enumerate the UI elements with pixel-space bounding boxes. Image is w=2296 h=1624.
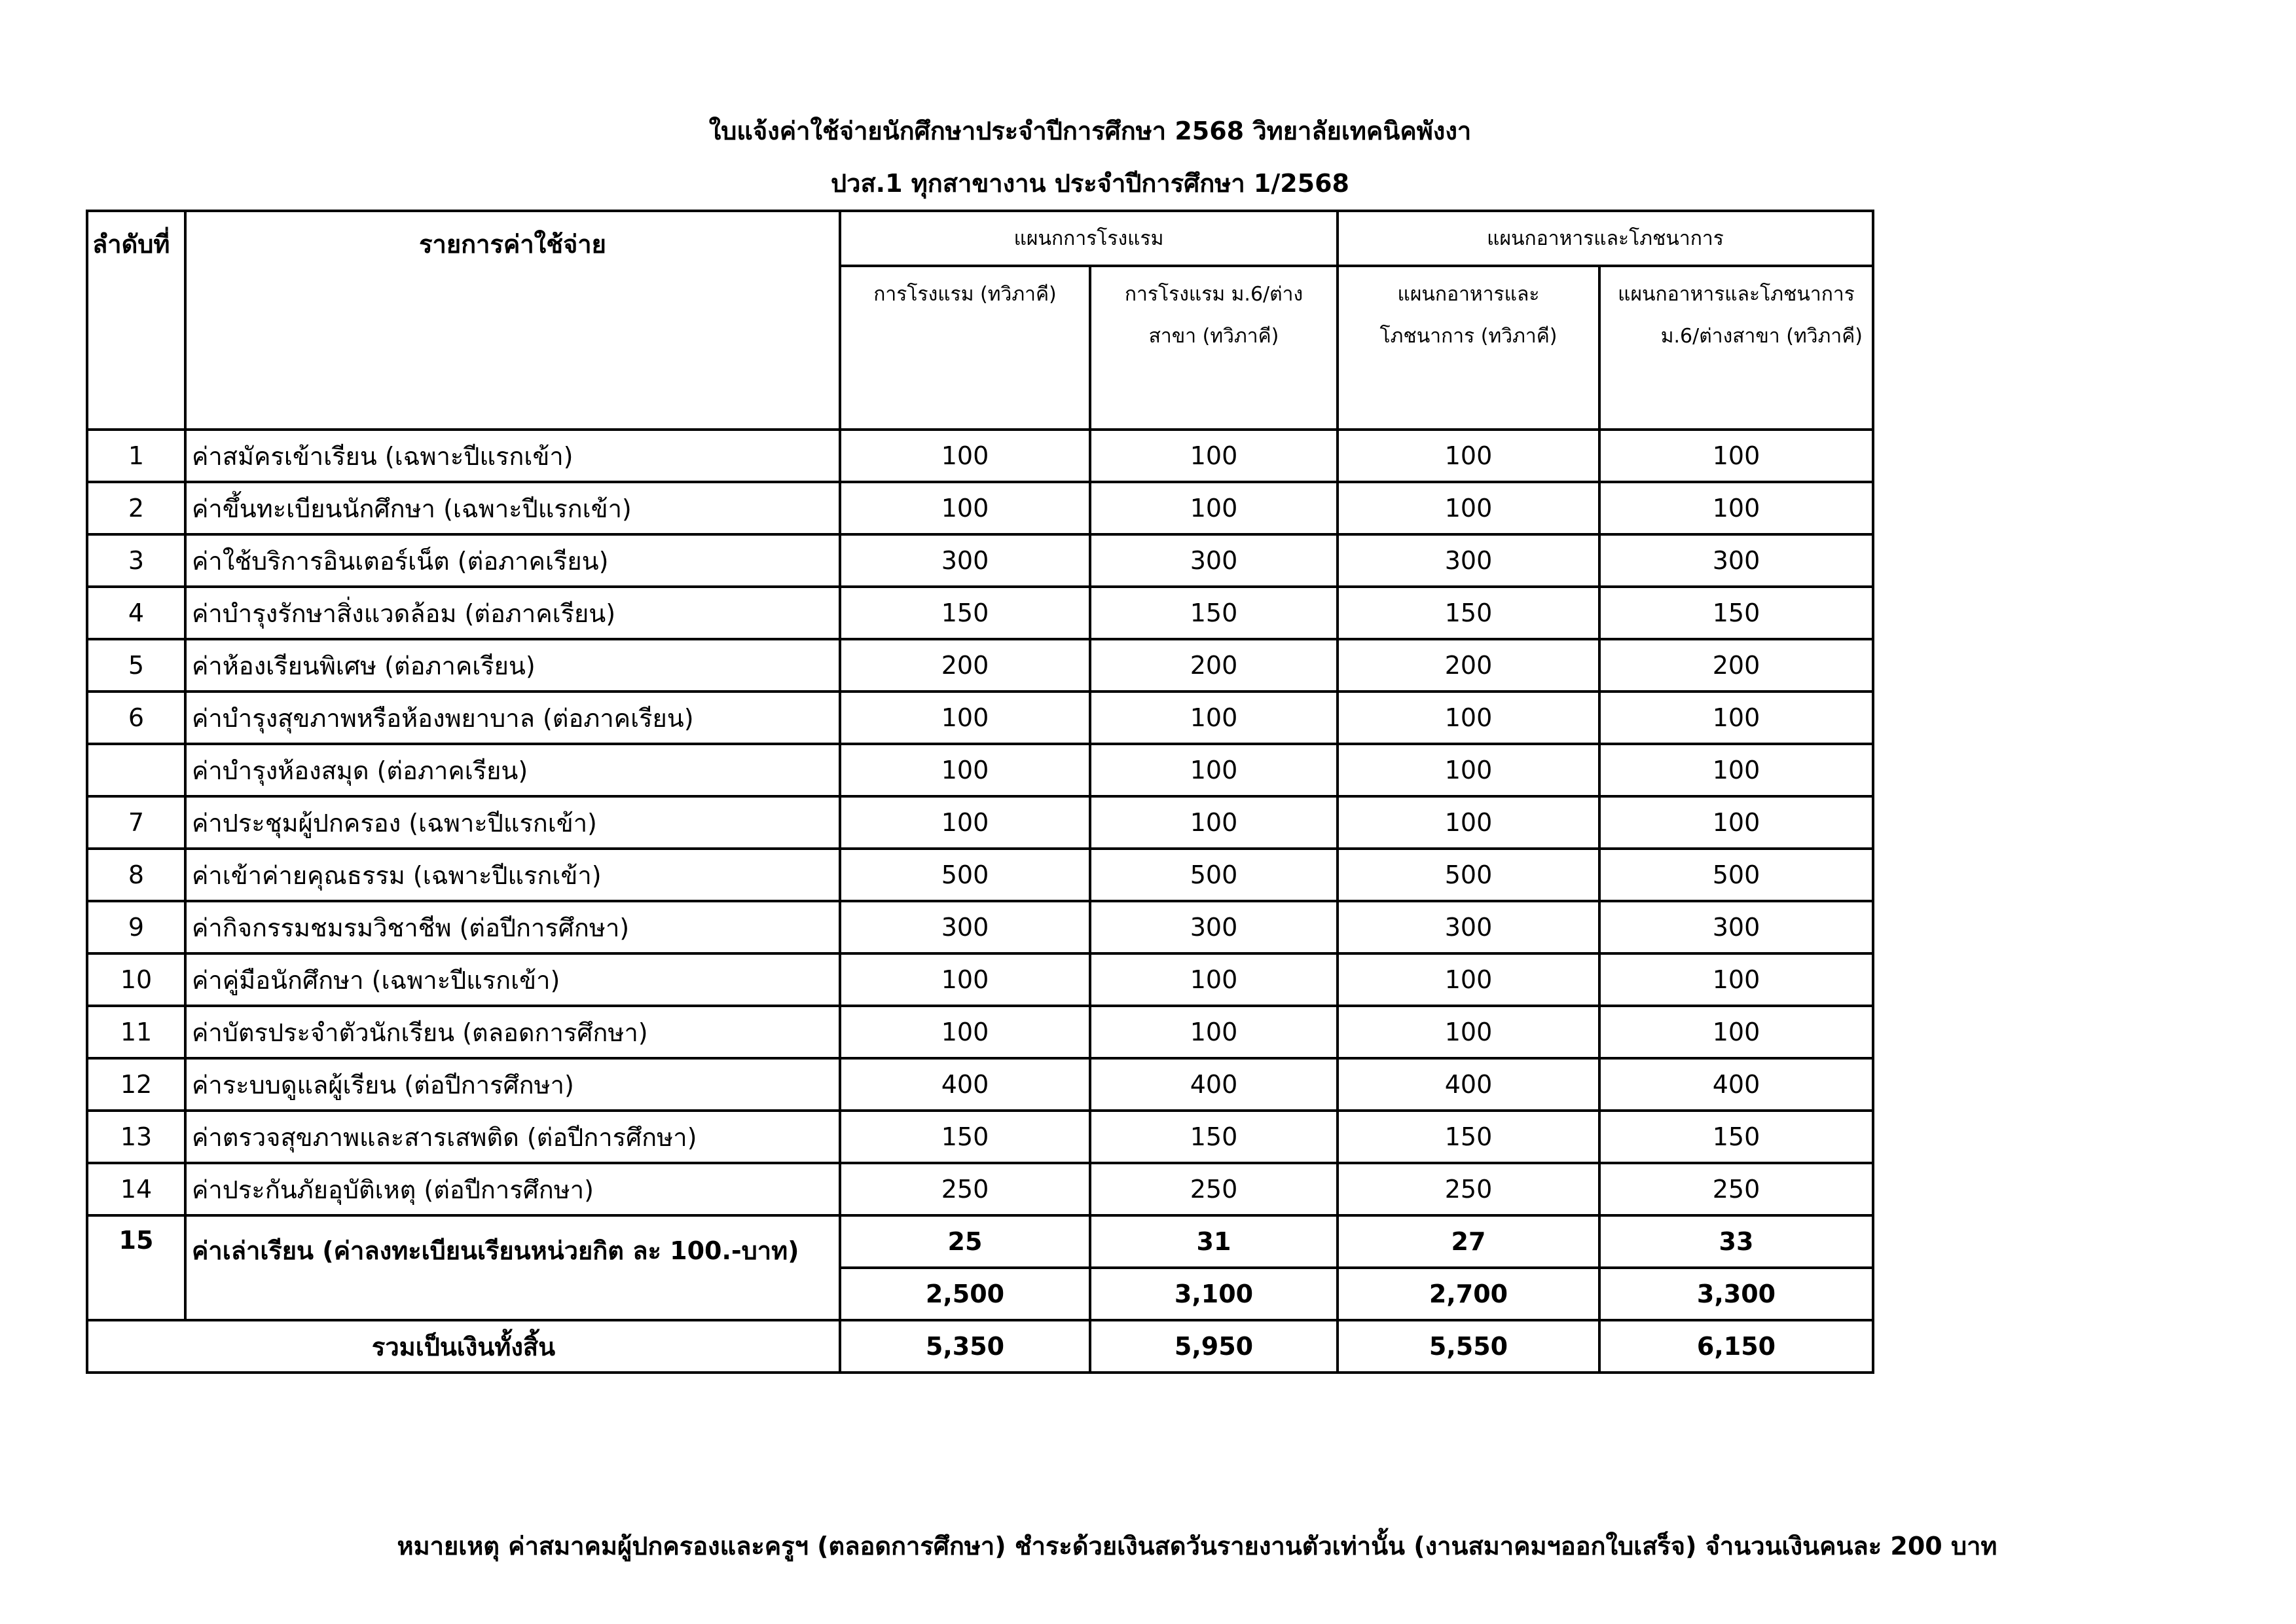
footnote: หมายเหตุ ค่าสมาคมผู้ปกครองและครูฯ (ตลอดการศึกษา) ชำระด้วยเงินสดวันรายงานตัวเท่านั้น (งานสมาคมฯออกใบเสร็จ) จำนวนเงินคนละ 200 บาท [397, 1532, 1997, 1560]
fee-cell: 150 [840, 587, 1090, 639]
row-index: 14 [87, 1163, 185, 1215]
tuition-credits-cell: 27 [1338, 1215, 1599, 1268]
total-cell: 5,550 [1338, 1320, 1599, 1373]
row-index: 9 [87, 901, 185, 953]
table-row [87, 692, 1873, 744]
row-index [87, 744, 185, 796]
fee-cell: 150 [1599, 587, 1873, 639]
header-sub-food-m6 [1599, 266, 1873, 430]
tuition-amount-cell: 3,100 [1090, 1268, 1338, 1320]
fee-cell: 100 [1599, 796, 1873, 849]
row-item: ค่าขึ้นทะเบียนนักศึกษา (เฉพาะปีแรกเข้า) [185, 482, 840, 534]
fee-cell: 250 [840, 1163, 1090, 1215]
row-item: ค่าเล่าเรียน (ค่าลงทะเบียนเรียนหน่วยกิต ละ 100.-บาท) [185, 1215, 840, 1320]
fee-cell: 100 [1090, 430, 1338, 482]
fee-cell: 250 [1599, 1163, 1873, 1215]
fee-cell: 100 [1090, 692, 1338, 744]
tuition-amount-cell: 3,300 [1599, 1268, 1873, 1320]
fee-cell: 400 [1599, 1058, 1873, 1111]
tuition-credits-cell: 33 [1599, 1215, 1873, 1268]
fee-cell: 150 [1338, 587, 1599, 639]
table-row [87, 796, 1873, 849]
fee-cell: 250 [1338, 1163, 1599, 1215]
row-index: 11 [87, 1006, 185, 1058]
header-group-hotel: แผนกการโรงแรม [840, 211, 1338, 266]
total-cell: 6,150 [1599, 1320, 1873, 1373]
fee-cell: 300 [1599, 901, 1873, 953]
fee-cell: 300 [1090, 534, 1338, 587]
table-row [87, 953, 1873, 1006]
row-item: ค่าประกันภัยอุบัติเหตุ (ต่อปีการศึกษา) [185, 1163, 840, 1215]
fee-cell: 300 [1338, 901, 1599, 953]
fee-cell: 300 [840, 901, 1090, 953]
fee-cell: 150 [1090, 1111, 1338, 1163]
fee-cell: 100 [840, 1006, 1090, 1058]
row-item: ค่าระบบดูแลผู้เรียน (ต่อปีการศึกษา) [185, 1058, 840, 1111]
total-cell: 5,350 [840, 1320, 1090, 1373]
header-sub-line: โภชนาการ (ทวิภาคี) [1379, 325, 1558, 348]
row-index: 8 [87, 849, 185, 901]
row-item: ค่าบำรุงรักษาสิ่งแวดล้อม (ต่อภาคเรียน) [185, 587, 840, 639]
header-group-food: แผนกอาหารและโภชนาการ [1338, 211, 1873, 266]
table-row [87, 587, 1873, 639]
row-item: ค่ากิจกรรมชมรมวิชาชีพ (ต่อปีการศึกษา) [185, 901, 840, 953]
fee-cell: 150 [1599, 1111, 1873, 1163]
table-row-tuition [87, 1215, 1873, 1268]
fee-cell: 100 [1090, 744, 1338, 796]
fee-cell: 100 [1090, 1006, 1338, 1058]
fee-cell: 400 [1090, 1058, 1338, 1111]
row-index: 13 [87, 1111, 185, 1163]
total-label: รวมเป็นเงินทั้งสิ้น [87, 1320, 840, 1373]
header-sub-line: แผนกอาหารและ [1397, 283, 1540, 306]
fee-cell: 100 [1338, 796, 1599, 849]
header-item: รายการค่าใช้จ่าย [185, 211, 840, 430]
header-index: ลำดับที่ [87, 211, 185, 430]
header-sub-line: ม.6/ต่างสาขา (ทวิภาคี) [1660, 325, 1863, 348]
fee-cell: 100 [1338, 1006, 1599, 1058]
row-index: 4 [87, 587, 185, 639]
row-item: ค่าบำรุงห้องสมุด (ต่อภาคเรียน) [185, 744, 840, 796]
fee-cell: 100 [840, 796, 1090, 849]
header-sub-line: การโรงแรม ม.6/ต่าง [1124, 283, 1303, 306]
tuition-credits-cell: 31 [1090, 1215, 1338, 1268]
fee-cell: 100 [840, 430, 1090, 482]
table-row [87, 744, 1873, 796]
row-item: ค่าประชุมผู้ปกครอง (เฉพาะปีแรกเข้า) [185, 796, 840, 849]
row-index: 5 [87, 639, 185, 692]
row-index: 15 [87, 1215, 185, 1320]
table-row [87, 534, 1873, 587]
fee-cell: 100 [1599, 744, 1873, 796]
fee-cell: 100 [1599, 692, 1873, 744]
row-item: ค่าตรวจสุขภาพและสารเสพติด (ต่อปีการศึกษา) [185, 1111, 840, 1163]
row-index: 10 [87, 953, 185, 1006]
row-item: ค่าห้องเรียนพิเศษ (ต่อภาคเรียน) [185, 639, 840, 692]
table-row [87, 1006, 1873, 1058]
row-item: ค่าบัตรประจำตัวนักเรียน (ตลอดการศึกษา) [185, 1006, 840, 1058]
row-index: 3 [87, 534, 185, 587]
fee-cell: 200 [1090, 639, 1338, 692]
table-row [87, 482, 1873, 534]
fee-cell: 200 [1338, 639, 1599, 692]
fee-cell: 200 [1599, 639, 1873, 692]
header-sub-food-dual [1338, 266, 1599, 430]
fee-cell: 100 [1599, 482, 1873, 534]
fee-cell: 400 [840, 1058, 1090, 1111]
header-sub-line: แผนกอาหารและโภชนาการ [1618, 283, 1855, 306]
table-row [87, 639, 1873, 692]
header-sub-hotel-m6 [1090, 266, 1338, 430]
table-row-total [87, 1320, 1873, 1373]
fee-cell: 100 [1090, 482, 1338, 534]
table-row [87, 901, 1873, 953]
fee-cell: 200 [840, 639, 1090, 692]
row-item: ค่าคู่มือนักศึกษา (เฉพาะปีแรกเข้า) [185, 953, 840, 1006]
fee-cell: 300 [1338, 534, 1599, 587]
row-item: ค่าสมัครเข้าเรียน (เฉพาะปีแรกเข้า) [185, 430, 840, 482]
fee-cell: 250 [1090, 1163, 1338, 1215]
fee-cell: 500 [840, 849, 1090, 901]
fee-cell: 100 [840, 482, 1090, 534]
fee-cell: 100 [1338, 744, 1599, 796]
table-row [87, 849, 1873, 901]
fee-cell: 300 [1090, 901, 1338, 953]
table-row [87, 1163, 1873, 1215]
header-sub-hotel-dual [840, 266, 1090, 430]
row-index: 7 [87, 796, 185, 849]
fee-cell: 300 [840, 534, 1090, 587]
row-item: ค่าบำรุงสุขภาพหรือห้องพยาบาล (ต่อภาคเรียน) [185, 692, 840, 744]
fee-cell: 150 [1338, 1111, 1599, 1163]
fee-cell: 500 [1599, 849, 1873, 901]
row-index: 1 [87, 430, 185, 482]
fee-cell: 100 [1599, 1006, 1873, 1058]
fee-cell: 150 [840, 1111, 1090, 1163]
tuition-credits-cell: 25 [840, 1215, 1090, 1268]
table-row [87, 1111, 1873, 1163]
fee-cell: 100 [840, 744, 1090, 796]
row-item: ค่าใช้บริการอินเตอร์เน็ต (ต่อภาคเรียน) [185, 534, 840, 587]
row-index: 6 [87, 692, 185, 744]
fee-table [86, 210, 1874, 1374]
fee-cell: 100 [1599, 430, 1873, 482]
fee-cell: 100 [1090, 953, 1338, 1006]
row-index: 12 [87, 1058, 185, 1111]
row-index: 2 [87, 482, 185, 534]
total-cell: 5,950 [1090, 1320, 1338, 1373]
table-row [87, 1058, 1873, 1111]
fee-cell: 100 [1338, 482, 1599, 534]
tuition-amount-cell: 2,700 [1338, 1268, 1599, 1320]
fee-cell: 100 [840, 953, 1090, 1006]
fee-cell: 100 [1338, 692, 1599, 744]
document-title: ใบแจ้งค่าใช้จ่ายนักศึกษาประจำปีการศึกษา 2568 วิทยาลัยเทคนิคพังงา [708, 117, 1472, 145]
fee-cell: 500 [1090, 849, 1338, 901]
fee-cell: 500 [1338, 849, 1599, 901]
fee-cell: 100 [1338, 430, 1599, 482]
fee-cell: 400 [1338, 1058, 1599, 1111]
fee-cell: 100 [1599, 953, 1873, 1006]
fee-cell: 300 [1599, 534, 1873, 587]
document-subtitle: ปวส.1 ทุกสาขางาน ประจำปีการศึกษา 1/2568 [830, 169, 1349, 198]
fee-cell: 150 [1090, 587, 1338, 639]
table-row [87, 430, 1873, 482]
tuition-amount-cell: 2,500 [840, 1268, 1090, 1320]
fee-cell: 100 [840, 692, 1090, 744]
fee-cell: 100 [1338, 953, 1599, 1006]
fee-cell: 100 [1090, 796, 1338, 849]
header-sub-line: การโรงแรม (ทวิภาคี) [873, 283, 1057, 306]
header-sub-line: สาขา (ทวิภาคี) [1148, 325, 1279, 348]
row-item: ค่าเข้าค่ายคุณธรรม (เฉพาะปีแรกเข้า) [185, 849, 840, 901]
